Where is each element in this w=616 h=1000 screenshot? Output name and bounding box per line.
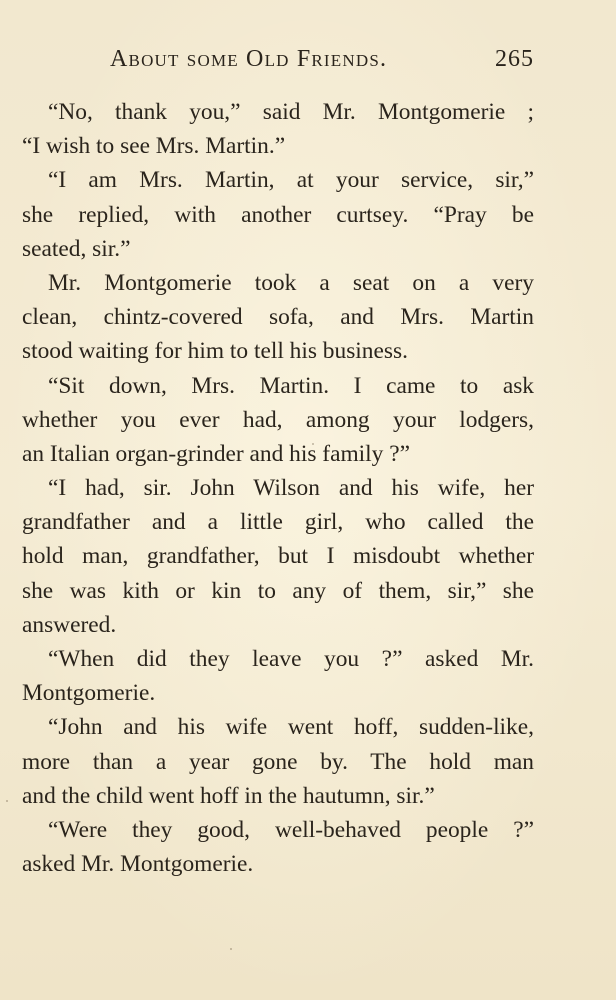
running-header [0, 46, 616, 76]
page-number: 265 [495, 46, 534, 72]
text-line: answered. [22, 611, 117, 638]
paper-speck [230, 948, 232, 950]
paper-speck [312, 443, 314, 445]
text-line: stood waiting for him to tell his business. [22, 338, 408, 365]
text-line: asked Mr. Montgomerie. [22, 851, 254, 878]
paper-speck [6, 800, 8, 802]
text-line: “Sit down, Mrs. Martin. I came to ask [48, 372, 534, 399]
text-line: and the child went hoff in the hautumn, sir.” [22, 782, 435, 809]
text-line: “Were they good, well-behaved people ?” [48, 816, 534, 843]
text-line: she replied, with another curtsey. “Pray be [22, 201, 534, 228]
text-line: “I wish to see Mrs. Martin.” [22, 133, 286, 160]
text-line: clean, chintz-covered sofa, and Mrs. Martin [22, 304, 534, 331]
text-line: whether you ever had, among your lodgers, [22, 406, 534, 433]
text-line: more than a year gone by. The hold man [22, 748, 534, 775]
text-line: an Italian organ-grinder and his family ?” [22, 440, 410, 467]
text-line: Mr. Montgomerie took a seat on a very [48, 269, 534, 296]
text-line: grandfather and a little girl, who called the [22, 509, 534, 536]
text-line: “No, thank you,” said Mr. Montgomerie ; [48, 99, 534, 125]
text-line: “When did they leave you ?” asked Mr. [48, 646, 534, 672]
text-line: “John and his wife went hoff, sudden-like, [48, 714, 534, 741]
text-line: Montgomerie. [22, 680, 156, 707]
text-line: “I am Mrs. Martin, at your service, sir,” [48, 167, 534, 194]
text-line: hold man, grandfather, but I misdoubt whether [22, 543, 534, 570]
running-title: About some Old Friends. [110, 46, 388, 72]
text-line: she was kith or kin to any of them, sir,” she [22, 577, 534, 604]
text-line: “I had, sir. John Wilson and his wife, her [48, 475, 534, 502]
body-text [22, 95, 534, 881]
text-line: seated, sir.” [22, 235, 131, 262]
